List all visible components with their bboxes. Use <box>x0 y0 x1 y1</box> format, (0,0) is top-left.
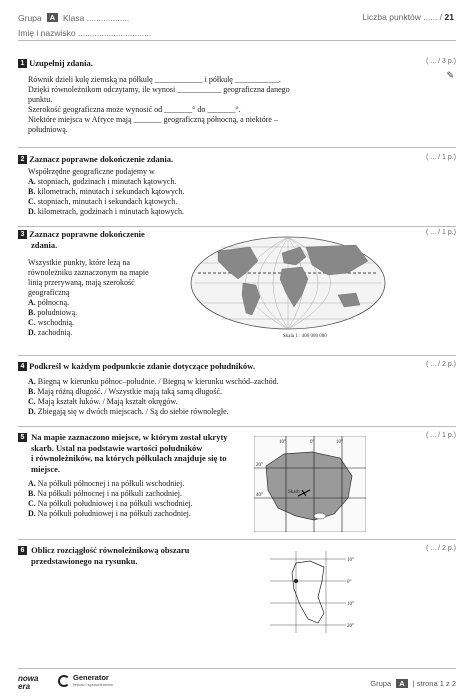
fig-label: 10° <box>347 558 354 563</box>
task-4-body <box>28 377 456 417</box>
map-label: Skarb <box>288 490 300 495</box>
map-label: 20° <box>256 463 263 468</box>
task-title: Uzupełnij zdania. <box>29 58 93 68</box>
task-5 <box>18 432 456 537</box>
island-map <box>254 436 366 532</box>
footer-grupa-badge: A <box>396 679 407 688</box>
option-a[interactable]: A. północną. <box>28 298 70 307</box>
task-divider <box>18 539 456 540</box>
header-divider <box>18 40 456 41</box>
task-title: zdania. <box>31 240 58 250</box>
task-number: 2 <box>18 155 27 164</box>
task-points: ( ... / 1 p.) <box>426 229 456 236</box>
task-6 <box>18 545 456 655</box>
option-a[interactable]: A. stopniach, godzinach i minutach kątowych. <box>28 177 177 186</box>
option-b[interactable]: B. Na półkuli północnej i na półkuli zachodniej. <box>28 489 182 498</box>
sentence: punktu. <box>28 95 53 104</box>
generator-icon <box>58 675 70 687</box>
prompt-text: Wszystkie punkty, które leżą na <box>28 258 130 267</box>
fig-label: 0° <box>347 580 352 585</box>
fig-label: 20° <box>347 624 354 629</box>
task-number: 5 <box>18 433 27 442</box>
option-d[interactable]: D. zachodnią. <box>28 328 73 337</box>
page-info <box>370 679 456 688</box>
task-3-body <box>28 258 168 338</box>
option-c[interactable]: C. wschodnią. <box>28 318 74 327</box>
sentence: Dzięki równoleżnikom odczytamy, ile wynosi ___________ geograficzna danego <box>28 85 290 94</box>
task-divider <box>18 147 456 148</box>
map-label: 0° <box>310 440 315 445</box>
option-d[interactable]: D. Na półkuli południowej i na półkuli zachodniej. <box>28 509 191 518</box>
task-title: Zaznacz poprawne dokończenie zdania. <box>29 154 174 164</box>
map-scale: Skala 1 : 400 000 000 <box>283 334 327 339</box>
task-title: skarb. Ustal na podstawie wartości południków <box>31 442 203 453</box>
grupa-badge: A <box>47 13 58 22</box>
task-number: 3 <box>18 230 27 239</box>
page-footer <box>18 668 456 699</box>
world-map <box>188 233 388 341</box>
task-points: ( ... / 3 p.) <box>426 58 456 65</box>
sentence: Szerokość geograficzna może wynosić od _______° do _______°. <box>28 105 241 114</box>
generator-subtitle: testów i sprawdzianów <box>73 682 114 687</box>
task-title: i równoleżników, na których półkulach znajduje się to <box>31 453 227 463</box>
generator-logo <box>58 674 113 687</box>
task-points: ( ... / 2 p.) <box>426 361 456 368</box>
task-divider <box>18 426 456 427</box>
task-number: 1 <box>18 59 27 68</box>
task-points: ( ... / 1 p.) <box>426 154 456 161</box>
points-label: Liczba punktów ...... / <box>362 12 443 22</box>
area-figure <box>270 549 354 633</box>
task-number: 4 <box>18 362 27 371</box>
sentence: Niektóre miejsca w Afryce mają _______ geograficzną północną, a niektóre – <box>28 115 278 124</box>
task-number: 6 <box>18 546 27 555</box>
map-label: 10° <box>336 440 343 445</box>
task-5-body <box>28 479 456 519</box>
prompt-text: Współrzędne geograficzne podajemy w <box>28 167 155 176</box>
footer-grupa-label: Grupa <box>370 679 392 688</box>
task-points: ( ... / 2 p.) <box>426 545 456 552</box>
page-number: | strona 1 z 2 <box>412 679 456 688</box>
option-d[interactable]: D. kilometrach, godzinach i minutach kątowych. <box>28 207 184 216</box>
option-c[interactable]: C. Na półkuli południowej i na półkuli wschodniej. <box>28 499 193 508</box>
option-b[interactable]: B. kilometrach, minutach i sekundach kątowych. <box>28 187 185 196</box>
option-c[interactable]: C. stopniach, minutach i sekundach kątowych. <box>28 197 178 206</box>
task-title: Oblicz rozciągłość równoleżnikową obszaru <box>31 545 190 555</box>
task-4 <box>18 361 456 423</box>
option-a[interactable]: A. Biegną w kierunku północ–południe. / Biegną w kierunku wschód–zachód. <box>28 377 279 386</box>
option-a[interactable]: A. Na półkuli północnej i na półkuli wschodniej. <box>28 479 185 488</box>
sentence: Równik dzieli kulę ziemską na półkulę ____________ i półkulę ___________. <box>28 75 281 84</box>
task-2 <box>18 154 456 228</box>
task-2-body <box>28 167 456 217</box>
map-label: 40° <box>256 493 263 498</box>
grupa-label: Grupa <box>18 12 42 23</box>
page-header <box>18 12 151 38</box>
task-divider <box>18 226 456 227</box>
option-b[interactable]: B. Mają różną długość. / Wszystkie mają taką samą długość. <box>28 387 223 396</box>
task-divider <box>18 355 456 356</box>
prompt-text: równoleżniku zaznaczonym na mapie <box>28 268 149 277</box>
task-title: Podkreśl w każdym podpunkcie zdanie dotyczące południków. <box>29 361 255 371</box>
name-field[interactable]: Imię i nazwisko ............................... <box>18 27 152 38</box>
points-total: 21 <box>444 12 454 22</box>
task-1 <box>18 58 456 150</box>
sentence: południową. <box>28 125 68 134</box>
pencil-icon: ✎ <box>446 70 454 80</box>
klasa-field[interactable]: Klasa .................. <box>63 12 130 23</box>
prompt-text: linią przerywaną, mają szerokość <box>28 278 135 287</box>
option-b[interactable]: B. południową. <box>28 308 78 317</box>
points-summary <box>362 12 454 22</box>
task-title: Na mapie zaznaczono miejsce, w którym został ukryty <box>31 432 228 442</box>
nowa-era-logo: nowa era <box>18 674 39 691</box>
map-label: 10° <box>279 440 286 445</box>
fig-point <box>294 579 298 583</box>
task-title: Zaznacz poprawne dokończenie <box>29 229 145 239</box>
fig-label: 10° <box>347 602 354 607</box>
generator-title: Generator <box>73 673 109 682</box>
prompt-text: geograficzną <box>28 288 70 297</box>
task-points: ( ... / 1 p.) <box>426 432 456 439</box>
task-title: przedstawionego na rysunku. <box>31 556 138 566</box>
option-d[interactable]: D. Zbiegają się w dwóch miejscach. / Są do siebie równoległe. <box>28 407 229 416</box>
task-title: miejsce. <box>31 463 61 474</box>
option-c[interactable]: C. Mają kształt łuków. / Mają kształt okręgów. <box>28 397 178 406</box>
task-3 <box>18 229 456 359</box>
task-1-body <box>28 75 456 135</box>
